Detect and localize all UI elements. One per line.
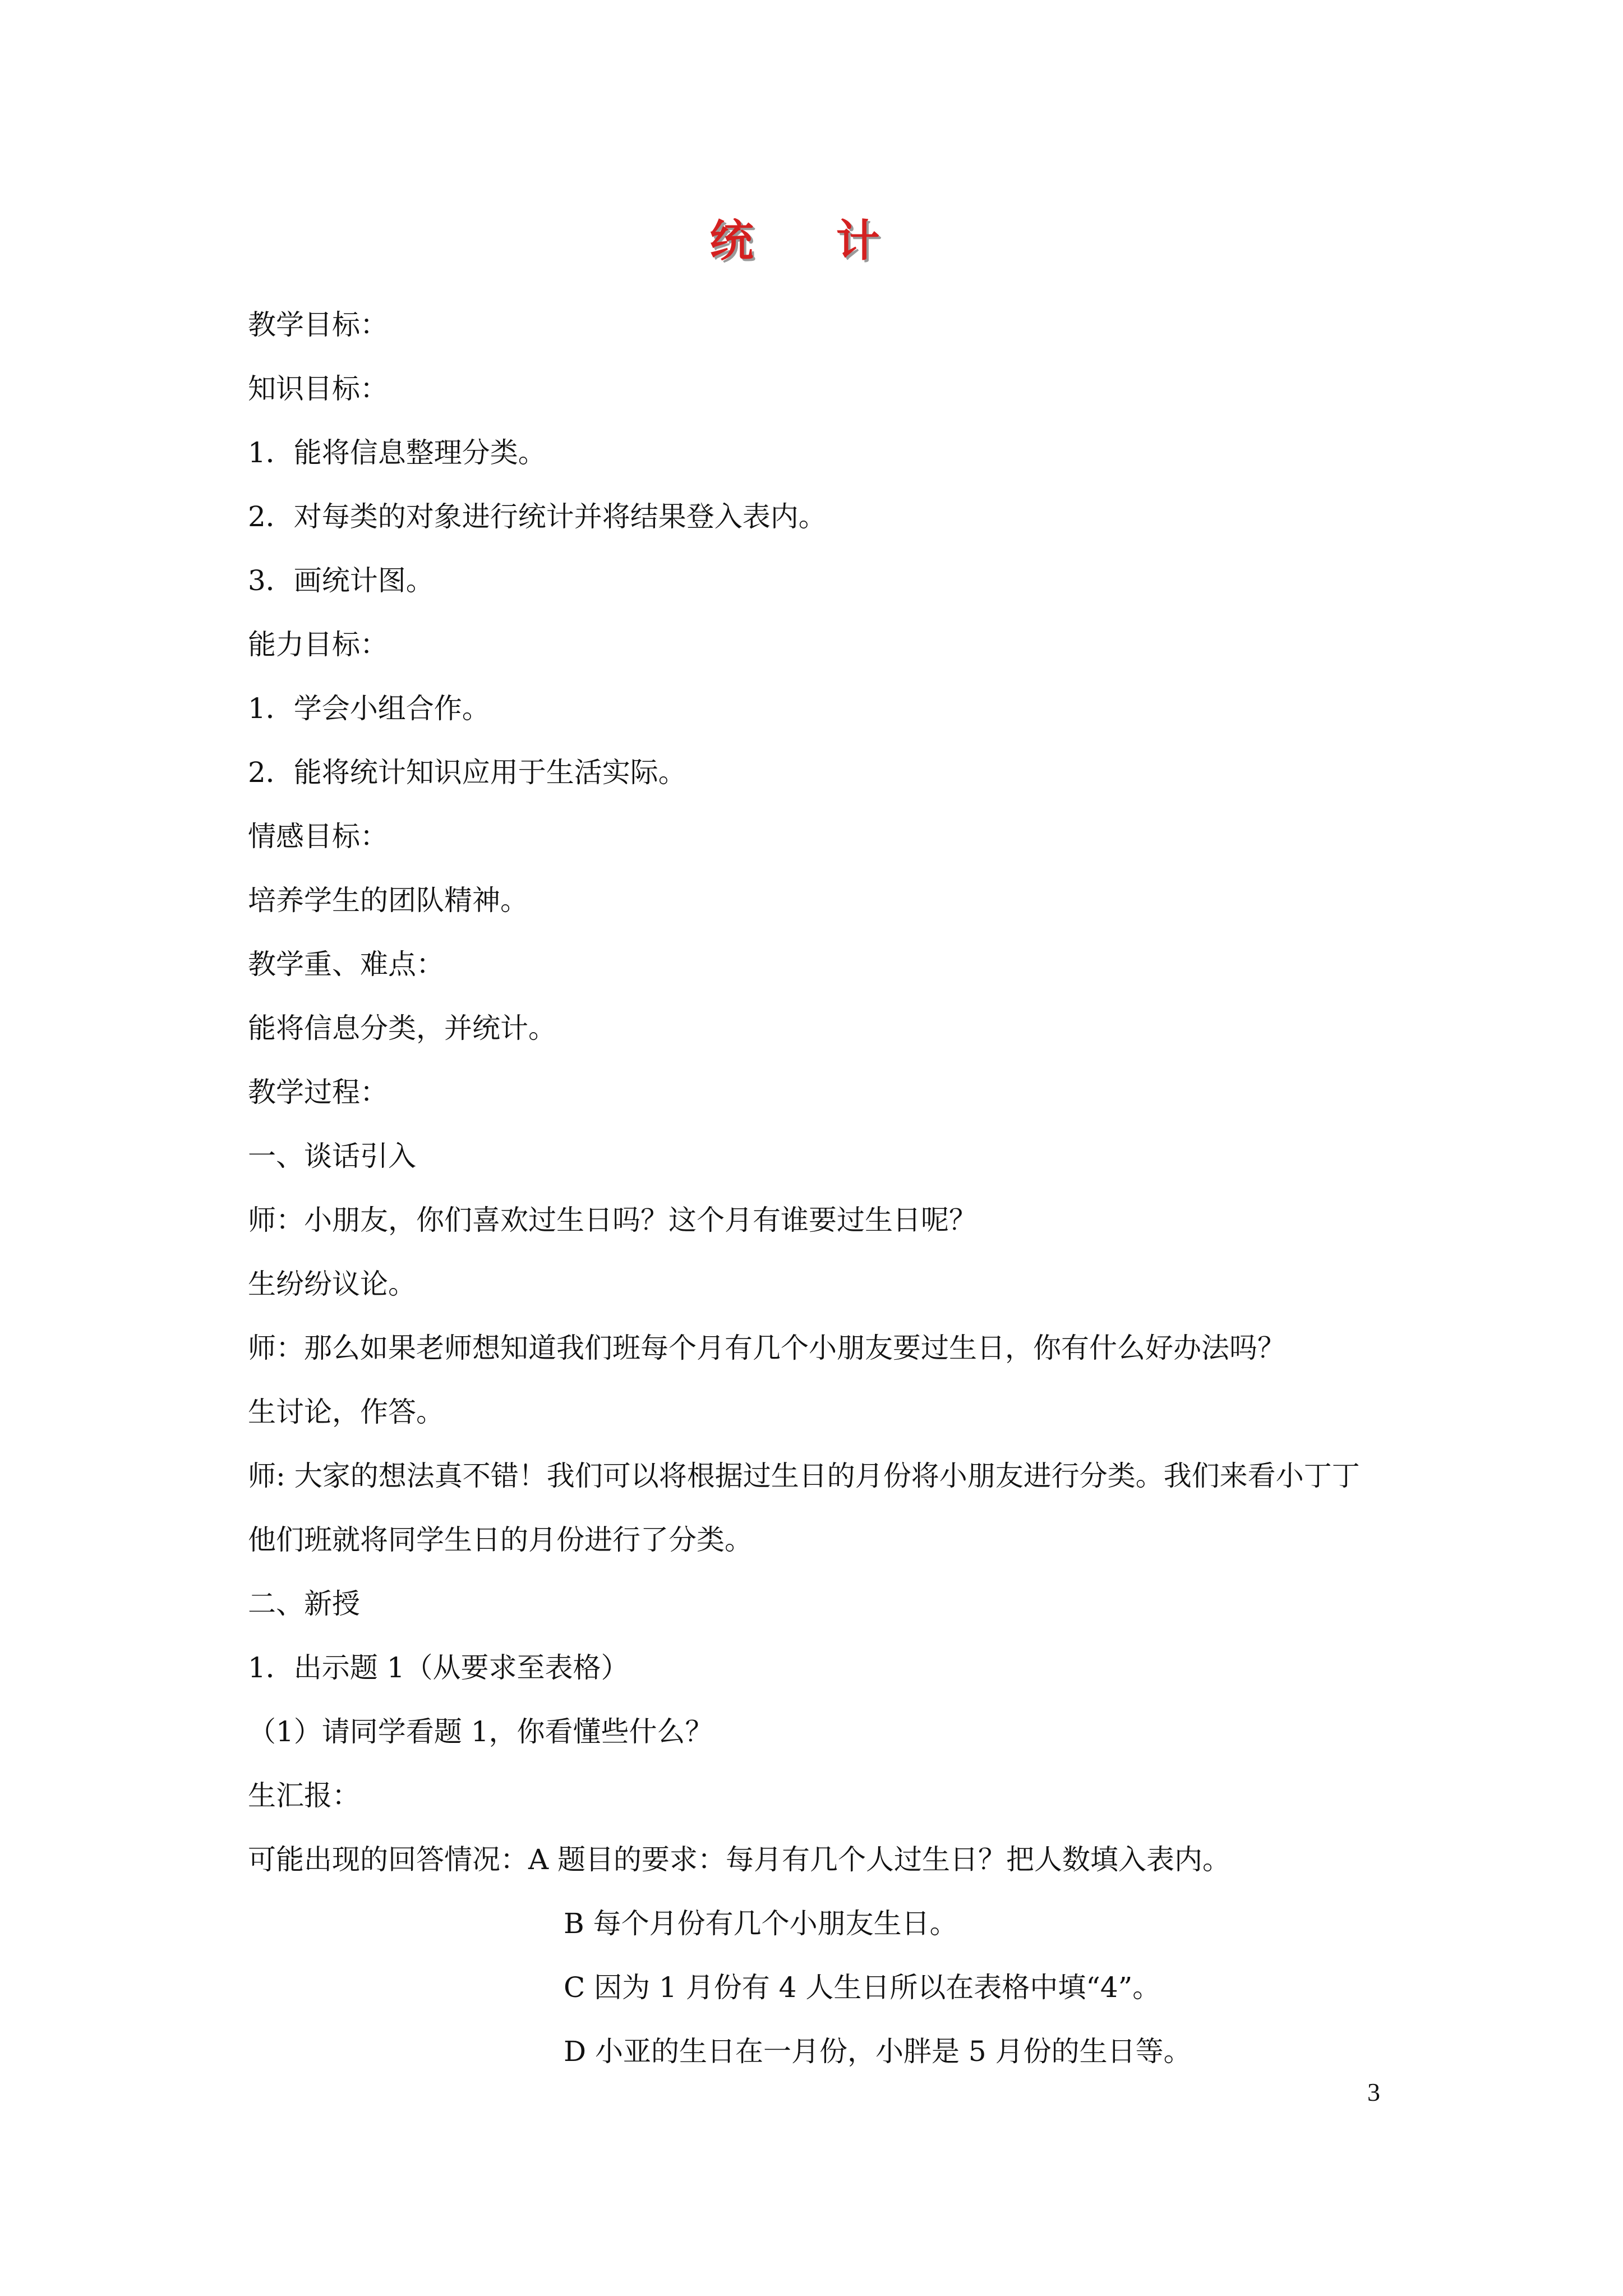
paragraph: 可能出现的回答情况：A 题目的要求：每月有几个人过生日？把人数填入表内。 <box>248 1843 1231 1876</box>
paragraph: 二、新授 <box>248 1588 360 1620</box>
paragraph: 情感目标： <box>248 820 388 853</box>
paragraph: 教学目标： <box>248 309 388 341</box>
paragraph: 一、谈话引入 <box>248 1140 416 1172</box>
paragraph: 师：小朋友，你们喜欢过生日吗？这个月有谁要过生日呢？ <box>248 1204 977 1236</box>
paragraph: 师: 大家的想法真不错！我们可以将根据过生日的月份将小朋友进行分类。我们来看小丁丁 <box>248 1460 1360 1492</box>
answer-option: B 每个月份有几个小朋友生日。 <box>564 1907 958 1940</box>
paragraph: 教学过程： <box>248 1076 388 1108</box>
document-body <box>248 293 1398 2083</box>
paragraph: 知识目标： <box>248 372 388 405</box>
paragraph: 生汇报： <box>248 1779 360 1812</box>
page-number: 3 <box>1367 2078 1380 2106</box>
paragraph: 培养学生的团队精神。 <box>248 884 528 917</box>
paragraph: 教学重、难点： <box>248 948 444 981</box>
paragraph: 2．能将统计知识应用于生活实际。 <box>248 756 686 789</box>
answer-option: D 小亚的生日在一月份，小胖是 5 月份的生日等。 <box>564 2035 1192 2068</box>
paragraph: 3．画统计图。 <box>248 564 434 597</box>
paragraph: 1．出示题 1（从要求至表格） <box>248 1651 629 1684</box>
paragraph: 师：那么如果老师想知道我们班每个月有几个小朋友要过生日，你有什么好办法吗？ <box>248 1332 1285 1364</box>
paragraph: 2．对每类的对象进行统计并将结果登入表内。 <box>248 500 827 533</box>
paragraph: （1）请同学看题 1，你看懂些什么？ <box>248 1715 713 1748</box>
paragraph: 能将信息分类，并统计。 <box>248 1012 556 1045</box>
paragraph: 1．能将信息整理分类。 <box>248 436 546 469</box>
paragraph: 能力目标： <box>248 628 388 661</box>
paragraph: 生纷纷议论。 <box>248 1268 416 1300</box>
answer-option: C 因为 1 月份有 4 人生日所以在表格中填“4”。 <box>564 1971 1161 2004</box>
paragraph: 他们班就将同学生日的月份进行了分类。 <box>248 1524 753 1556</box>
document-title: 统 计 <box>709 216 914 266</box>
paragraph: 生讨论，作答。 <box>248 1396 444 1428</box>
paragraph: 1．学会小组合作。 <box>248 692 490 725</box>
